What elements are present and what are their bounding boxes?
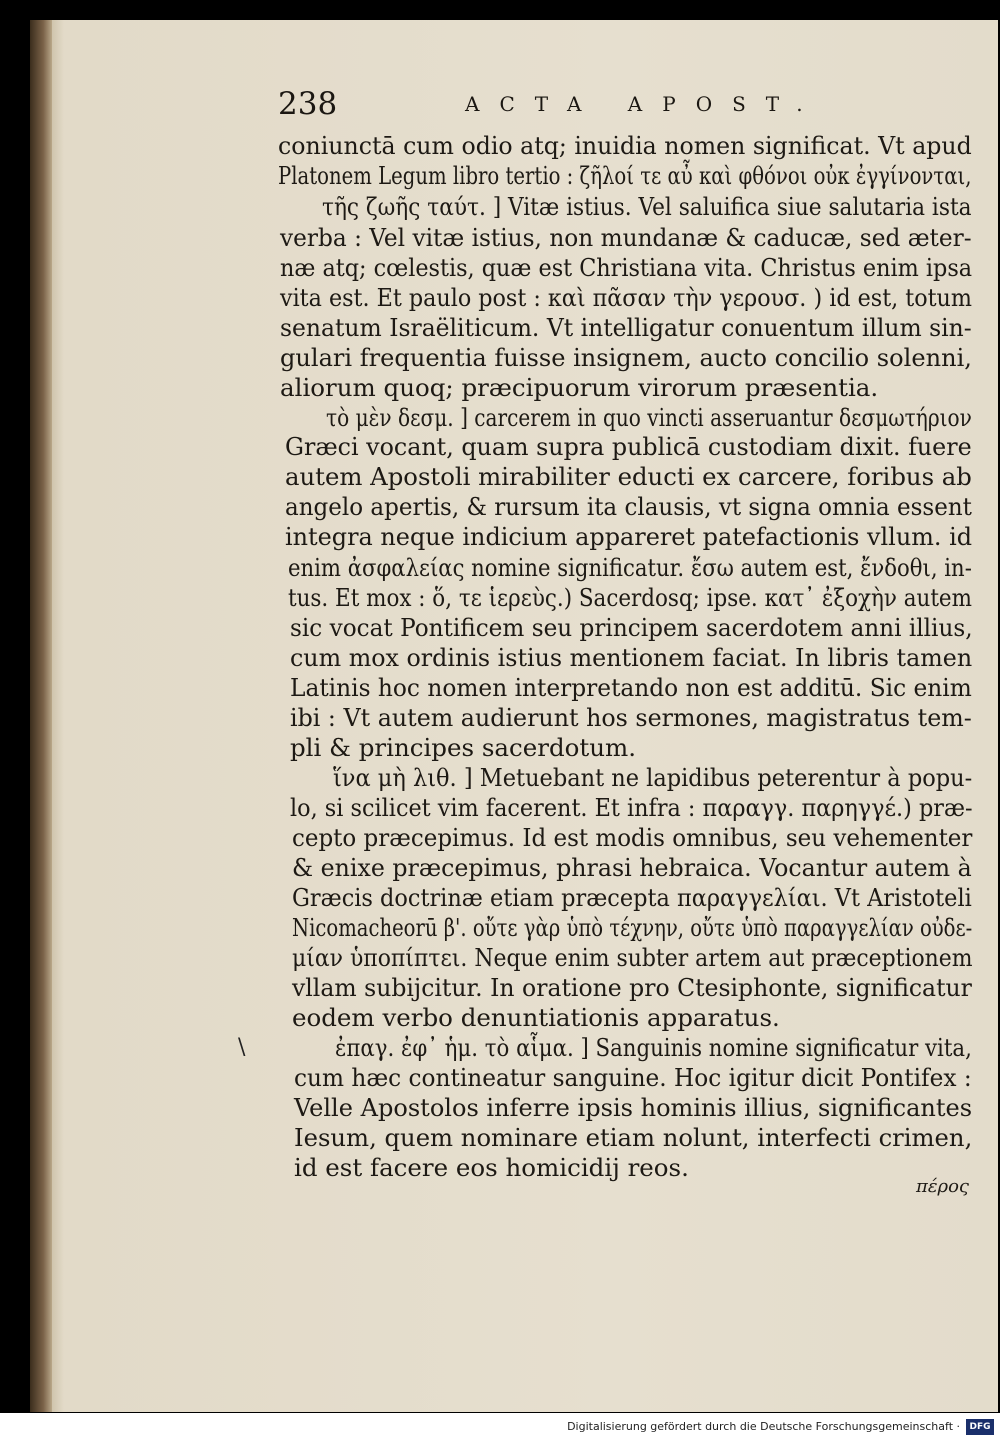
text-line: Græcis doctrinæ etiam præcepta παραγγελίαι. Vt Aristoteli bbox=[292, 883, 972, 912]
text-line: vllam subijcitur. In oratione pro Ctesiphonte, significatur bbox=[292, 973, 972, 1002]
text-line: integra neque indicium appareret patefactionis vllum. id bbox=[285, 522, 973, 551]
text-line: cum hæc contineatur sanguine. Hoc igitur dicit Pontifex : bbox=[294, 1063, 972, 1092]
text-line: μίαν ὑποπίπτει. Neque enim subter artem aut præceptionem bbox=[292, 943, 973, 972]
text-line: Velle Apostolos inferre ipsis hominis illius, significantes bbox=[294, 1093, 973, 1122]
text-line: Nicomacheorū β'. οὔτε γὰρ ὑπὸ τέχνην, οὔτε ὑπὸ παραγγελίαν οὐδε- bbox=[292, 913, 973, 942]
text-line: vita est. Et paulo post : καὶ πᾶσαν τὴν γερουσ. ) id est, totum bbox=[280, 283, 972, 312]
text-line: Iesum, quem nominare etiam nolunt, interfecti crimen, bbox=[294, 1123, 973, 1152]
text-line: sic vocat Pontificem seu principem sacerdotem anni illius, bbox=[290, 613, 973, 642]
page-number: 238 bbox=[278, 86, 338, 122]
dfg-logo: DFG bbox=[966, 1419, 994, 1435]
text-line: ibi : Vt autem audierunt hos sermones, magistratus tem- bbox=[290, 703, 972, 732]
text-line: Latinis hoc nomen interpretando non est additū. Sic enim bbox=[290, 673, 972, 702]
text-line: τῆς ζωῆς ταύτ. ] Vitæ istius. Vel saluifica siue salutaria ista bbox=[322, 192, 972, 221]
text-line: ἵνα μὴ λιθ. ] Metuebant ne lapidibus peterentur à popu- bbox=[333, 763, 973, 792]
text-line: lo, si scilicet vim facerent. Et infra : παραγγ. παρηγγέ.) præ- bbox=[290, 793, 973, 822]
text-line: id est facere eos homicidij reos. bbox=[294, 1153, 689, 1182]
running-head: ACTA APOST. bbox=[465, 92, 823, 116]
text-line: Platonem Legum libro tertio : ζῆλοί τε αὖ καὶ φθόνοι οὐκ ἐγγίνονται, bbox=[278, 161, 972, 190]
page-header bbox=[0, 86, 1000, 126]
text-line: cepto præcepimus. Id est modis omnibus, seu vehementer bbox=[292, 823, 973, 852]
text-line: pli & principes sacerdotum. bbox=[290, 733, 637, 762]
catchword: πέρος bbox=[916, 1176, 969, 1197]
text-line: angelo apertis, & rursum ita clausis, vt signa omnia essent bbox=[285, 492, 972, 521]
margin-mark: \ bbox=[238, 1035, 246, 1060]
digitization-footer bbox=[0, 1413, 1000, 1443]
text-line: næ atq; cœlestis, quæ est Christiana vita. Christus enim ipsa bbox=[280, 253, 973, 282]
text-line: eodem verbo denuntiationis apparatus. bbox=[292, 1003, 780, 1032]
page-edge bbox=[30, 20, 52, 1412]
text-line: coniunctā cum odio atq; inuidia nomen significat. Vt apud bbox=[278, 131, 972, 160]
text-line: & enixe præcepimus, phrasi hebraica. Vocantur autem à bbox=[292, 853, 972, 882]
text-line: gulari frequentia fuisse insignem, aucto concilio solenni, bbox=[280, 343, 972, 372]
text-line: ἐπαγ. ἐφ᾽ ἡμ. τὸ αἷμα. ] Sanguinis nomine significatur vita, bbox=[335, 1033, 972, 1062]
text-line: aliorum quoq; præcipuorum virorum præsentia. bbox=[280, 373, 879, 402]
text-line: cum mox ordinis istius mentionem faciat. In libris tamen bbox=[290, 643, 973, 672]
text-line: senatum Israëliticum. Vt intelligatur conuentum illum sin- bbox=[280, 313, 972, 342]
text-line: τὸ μὲν δεσμ. ] carcerem in quo vincti asseruantur δεσμωτήριον bbox=[326, 403, 972, 432]
text-line: enim ἀσφαλείας nomine significatur. ἔσω autem est, ἔνδοθι, in- bbox=[288, 553, 972, 582]
text-line: verba : Vel vitæ istius, non mundanæ & caducæ, sed æter- bbox=[280, 223, 972, 252]
text-line: Græci vocant, quam supra publicā custodiam dixit. fuere bbox=[285, 432, 972, 461]
footer-credit: Digitalisierung gefördert durch die Deutsche Forschungsgemeinschaft · bbox=[567, 1420, 960, 1433]
text-line: tus. Et mox : ὅ, τε ἱερεὺς.) Sacerdosq; ipse. κατ᾽ ἐξοχὴν autem bbox=[288, 583, 972, 612]
text-line: autem Apostoli mirabiliter educti ex carcere, foribus ab bbox=[285, 462, 972, 491]
